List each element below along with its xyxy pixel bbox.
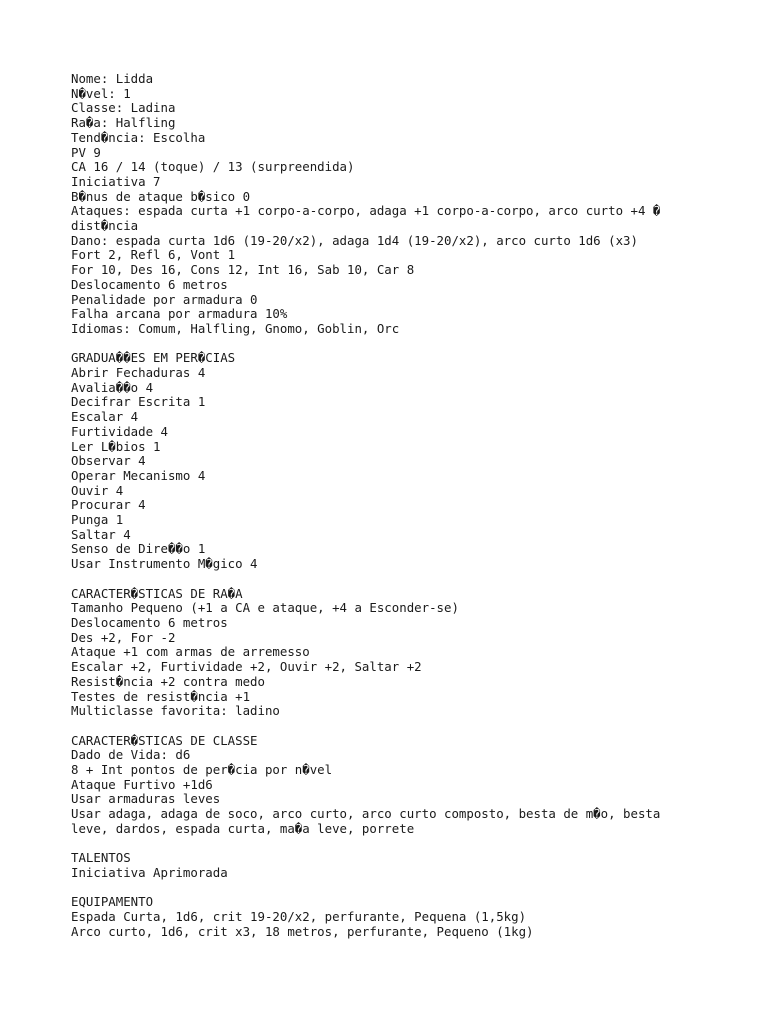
text-line: Classe: Ladina	[71, 100, 176, 116]
text-line: Usar adaga, adaga de soco, arco curto, arco curto composto, besta de m�o, besta	[71, 806, 661, 822]
text-line: CA 16 / 14 (toque) / 13 (surpreendida)	[71, 159, 355, 175]
text-line: dist�ncia	[71, 218, 139, 234]
section-character-stats	[71, 72, 711, 337]
text-line: Tend�ncia: Escolha	[71, 129, 206, 145]
section-heading: EQUIPAMENTO	[71, 894, 154, 910]
text-line: Deslocamento 6 metros	[71, 614, 228, 630]
document-page	[71, 72, 711, 939]
text-line: Iniciativa Aprimorada	[71, 864, 228, 880]
text-line: Espada Curta, 1d6, crit 19-20/x2, perfurante, Pequena (1,5kg)	[71, 909, 527, 924]
text-line: Senso de Dire��o 1	[71, 541, 206, 557]
text-line: Resist�ncia +2 contra medo	[71, 673, 265, 689]
text-line: Escalar +2, Furtividade +2, Ouvir +2, Saltar +2	[71, 659, 422, 675]
text-line: PV 9	[71, 144, 101, 160]
text-line: Arco curto, 1d6, crit x3, 18 metros, perfurante, Pequeno (1kg)	[71, 923, 534, 939]
blank-line	[71, 719, 711, 734]
text-line: Abrir Fechaduras 4	[71, 365, 206, 381]
section-heading: TALENTOS	[71, 850, 131, 866]
text-line: Tamanho Pequeno (+1 a CA e ataque, +4 a Esconder-se)	[71, 600, 459, 616]
text-line: Saltar 4	[71, 526, 131, 542]
section-skills	[71, 351, 711, 572]
text-line: Ataque Furtivo +1d6	[71, 776, 213, 792]
blank-line	[71, 337, 711, 352]
section-feats	[71, 851, 711, 880]
text-line: Iniciativa 7	[71, 173, 161, 189]
text-line: Decifrar Escrita 1	[71, 394, 206, 410]
text-line: Nome: Lidda	[71, 71, 154, 86]
text-line: Penalidade por armadura 0	[71, 291, 258, 307]
text-line: leve, dardos, espada curta, ma�a leve, porrete	[71, 820, 415, 836]
text-line: Operar Mecanismo 4	[71, 467, 206, 483]
section-race-traits	[71, 587, 711, 719]
text-line: Multiclasse favorita: ladino	[71, 703, 280, 719]
text-line: Observar 4	[71, 453, 146, 469]
text-line: Dano: espada curta 1d6 (19-20/x2), adaga 1d4 (19-20/x2), arco curto 1d6 (x3)	[71, 232, 638, 248]
text-line: Deslocamento 6 metros	[71, 276, 228, 292]
text-line: Usar armaduras leves	[71, 791, 221, 807]
text-line: Avalia��o 4	[71, 379, 154, 395]
text-line: Ataque +1 com armas de arremesso	[71, 644, 310, 660]
text-line: N�vel: 1	[71, 85, 131, 101]
text-line: Testes de resist�ncia +1	[71, 688, 251, 704]
text-line: For 10, Des 16, Cons 12, Int 16, Sab 10, Car 8	[71, 262, 415, 278]
text-line: Punga 1	[71, 512, 124, 528]
text-line: Escalar 4	[71, 409, 139, 425]
section-heading: GRADUA��ES EM PER�CIAS	[71, 350, 236, 366]
text-line: Dado de Vida: d6	[71, 747, 191, 763]
section-heading: CARACTER�STICAS DE RA�A	[71, 585, 243, 601]
section-equipment	[71, 895, 711, 939]
blank-line	[71, 572, 711, 587]
section-heading: CARACTER�STICAS DE CLASSE	[71, 732, 258, 748]
text-line: Fort 2, Refl 6, Vont 1	[71, 247, 236, 263]
section-class-features	[71, 734, 711, 837]
text-line: Usar Instrumento M�gico 4	[71, 556, 258, 572]
text-line: Idiomas: Comum, Halfling, Gnomo, Goblin, Orc	[71, 320, 400, 336]
text-line: Falha arcana por armadura 10%	[71, 306, 288, 322]
text-line: B�nus de ataque b�sico 0	[71, 188, 251, 204]
text-line: Ataques: espada curta +1 corpo-a-corpo, adaga +1 corpo-a-corpo, arco curto +4 �	[71, 203, 661, 219]
text-line: Ouvir 4	[71, 482, 124, 498]
blank-line	[71, 837, 711, 852]
text-line: Ra�a: Halfling	[71, 115, 176, 131]
text-line: Procurar 4	[71, 497, 146, 513]
text-line: Ler L�bios 1	[71, 438, 161, 454]
text-line: Des +2, For -2	[71, 629, 176, 645]
blank-line	[71, 881, 711, 896]
text-line: 8 + Int pontos de per�cia por n�vel	[71, 762, 333, 777]
text-line: Furtividade 4	[71, 423, 168, 439]
